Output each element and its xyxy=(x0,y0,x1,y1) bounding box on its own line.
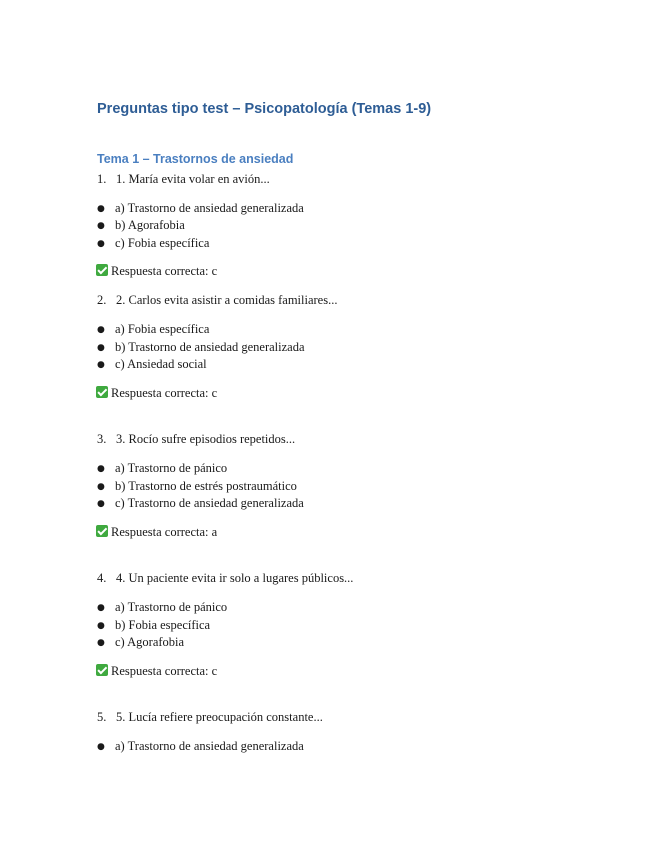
option-text: c) Ansiedad social xyxy=(115,357,207,371)
option-text: b) Trastorno de estrés postraumático xyxy=(115,479,297,493)
section-heading: Tema 1 – Trastornos de ansiedad xyxy=(97,152,294,166)
option-item xyxy=(97,461,227,477)
bullet-icon: ● xyxy=(97,325,105,335)
answer-line xyxy=(96,264,217,279)
check-mark-icon xyxy=(96,664,108,676)
question-text: 2. Carlos evita asistir a comidas familiares... xyxy=(116,293,338,307)
option-item xyxy=(97,600,227,616)
bullet-icon: ● xyxy=(97,603,105,613)
check-mark-icon xyxy=(96,525,108,537)
question-2 xyxy=(97,293,337,308)
bullet-icon: ● xyxy=(97,343,105,353)
option-item xyxy=(97,322,209,338)
option-item xyxy=(97,618,210,634)
option-text: b) Trastorno de ansiedad generalizada xyxy=(115,340,305,354)
option-item xyxy=(97,635,184,651)
question-number: 3. xyxy=(97,432,107,446)
option-text: a) Trastorno de ansiedad generalizada xyxy=(115,201,304,215)
option-text: c) Fobia específica xyxy=(115,236,210,250)
question-text: 1. María evita volar en avión... xyxy=(116,172,270,186)
bullet-icon: ● xyxy=(97,742,105,752)
option-text: a) Trastorno de pánico xyxy=(115,600,228,614)
option-item xyxy=(97,739,304,755)
bullet-icon: ● xyxy=(97,464,105,474)
question-5 xyxy=(97,710,323,725)
question-number: 5. xyxy=(97,710,107,724)
document-title: Preguntas tipo test – Psicopatología (Temas 1-9) xyxy=(97,101,432,117)
option-text: a) Fobia específica xyxy=(115,322,210,336)
answer-text: Respuesta correcta: c xyxy=(111,664,218,678)
question-4 xyxy=(97,571,353,586)
option-text: b) Fobia específica xyxy=(115,618,211,632)
question-number: 4. xyxy=(97,571,107,585)
option-item xyxy=(97,340,305,356)
answer-text: Respuesta correcta: c xyxy=(111,264,218,278)
option-item xyxy=(97,201,304,217)
question-number: 2. xyxy=(97,293,107,307)
question-1 xyxy=(97,172,270,187)
option-text: c) Agorafobia xyxy=(115,635,185,649)
bullet-icon: ● xyxy=(97,621,105,631)
option-text: b) Agorafobia xyxy=(115,218,185,232)
answer-line xyxy=(96,664,217,679)
bullet-icon: ● xyxy=(97,482,105,492)
option-item xyxy=(97,496,304,512)
answer-line xyxy=(96,525,217,540)
check-mark-icon xyxy=(96,264,108,276)
option-text: c) Trastorno de ansiedad generalizada xyxy=(115,496,304,510)
bullet-icon: ● xyxy=(97,360,105,370)
bullet-icon: ● xyxy=(97,638,105,648)
answer-text: Respuesta correcta: c xyxy=(111,386,218,400)
option-item xyxy=(97,479,297,495)
option-item xyxy=(97,236,209,252)
option-text: a) Trastorno de ansiedad generalizada xyxy=(115,739,304,753)
answer-line xyxy=(96,386,217,401)
option-item xyxy=(97,357,207,373)
question-text: 3. Rocío sufre episodios repetidos... xyxy=(116,432,296,446)
check-mark-icon xyxy=(96,386,108,398)
bullet-icon: ● xyxy=(97,239,105,249)
question-3 xyxy=(97,432,295,447)
bullet-icon: ● xyxy=(97,499,105,509)
bullet-icon: ● xyxy=(97,221,105,231)
option-text: a) Trastorno de pánico xyxy=(115,461,228,475)
option-item xyxy=(97,218,185,234)
question-text: 5. Lucía refiere preocupación constante... xyxy=(116,710,323,724)
bullet-icon: ● xyxy=(97,204,105,214)
answer-text: Respuesta correcta: a xyxy=(111,525,218,539)
question-text: 4. Un paciente evita ir solo a lugares públicos... xyxy=(116,571,354,585)
question-number: 1. xyxy=(97,172,107,186)
